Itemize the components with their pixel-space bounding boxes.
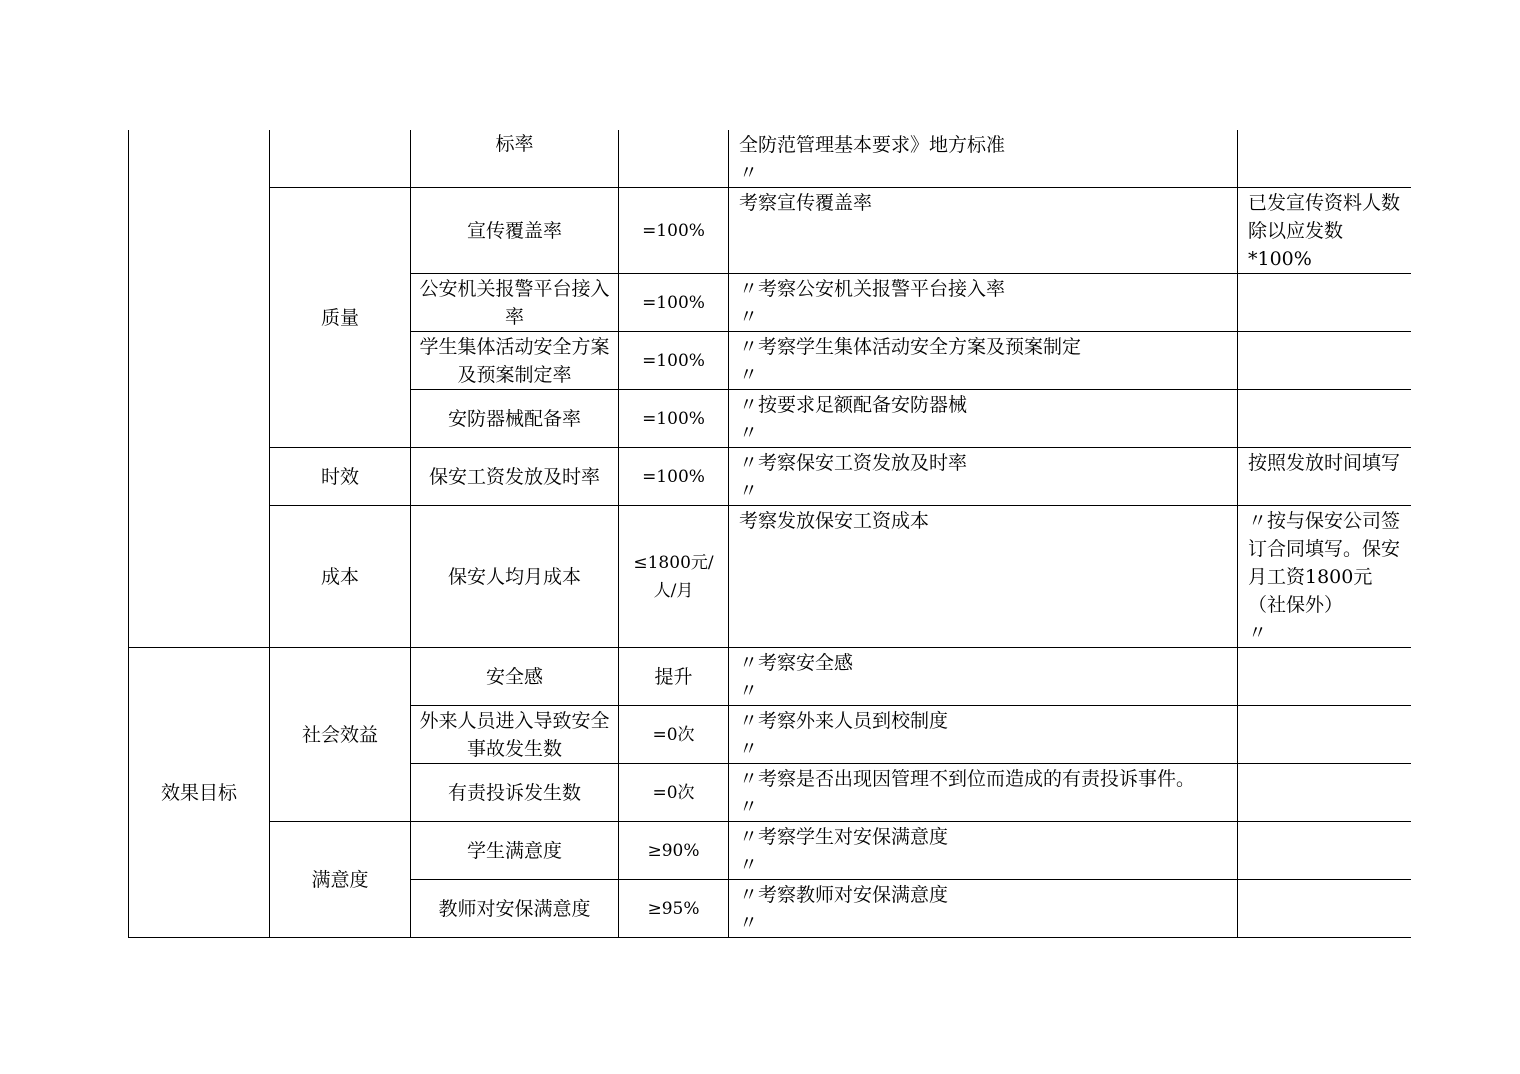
value-cell xyxy=(619,130,729,188)
note-cell xyxy=(1238,648,1411,706)
indicator-cell: 学生满意度 xyxy=(411,822,619,880)
desc-text: 全防范管理基本要求》地方标准 xyxy=(739,134,1006,156)
note-cell xyxy=(1238,332,1411,390)
desc-text: 〃考察外来人员到校制度 xyxy=(739,710,949,732)
note-cell xyxy=(1238,764,1411,822)
desc-cell xyxy=(729,448,1238,506)
desc-text: 考察发放保安工资成本 xyxy=(739,510,930,532)
desc-cell xyxy=(729,274,1238,332)
note-cell xyxy=(1238,822,1411,880)
desc-cell xyxy=(729,390,1238,448)
ditto-mark: 〃 xyxy=(739,912,759,934)
note-cell xyxy=(1238,274,1411,332)
value-cell: =100% xyxy=(619,274,729,332)
ditto-mark: 〃 xyxy=(739,680,759,702)
value-cell: ≥90% xyxy=(619,822,729,880)
ditto-mark: 〃 xyxy=(739,796,759,818)
desc-cell xyxy=(729,822,1238,880)
ditto-mark: 〃 xyxy=(739,738,759,760)
indicator-cell: 标率 xyxy=(411,130,619,188)
indicator-cell: 保安工资发放及时率 xyxy=(411,448,619,506)
indicator-cell: 公安机关报警平台接入率 xyxy=(411,274,619,332)
category-cell: 社会效益 xyxy=(270,648,411,822)
desc-cell xyxy=(729,332,1238,390)
desc-cell xyxy=(729,764,1238,822)
value-cell: ≥95% xyxy=(619,880,729,938)
desc-text: 〃考察是否出现因管理不到位而造成的有责投诉事件。 xyxy=(739,768,1196,790)
indicator-cell: 学生集体活动安全方案及预案制定率 xyxy=(411,332,619,390)
indicator-cell: 保安人均月成本 xyxy=(411,506,619,648)
group-cell-empty xyxy=(129,130,270,648)
desc-text: 〃考察安全感 xyxy=(739,652,854,674)
indicator-cell: 安防器械配备率 xyxy=(411,390,619,448)
ditto-mark: 〃 xyxy=(739,364,759,386)
note-cell xyxy=(1238,506,1411,648)
value-cell: =0次 xyxy=(619,764,729,822)
table-row xyxy=(129,506,1411,648)
indicator-cell: 有责投诉发生数 xyxy=(411,764,619,822)
desc-text: 〃考察公安机关报警平台接入率 xyxy=(739,278,1006,300)
table-row xyxy=(129,822,1411,880)
desc-cell xyxy=(729,706,1238,764)
category-cell: 时效 xyxy=(270,448,411,506)
note-cell xyxy=(1238,880,1411,938)
ditto-mark: 〃 xyxy=(739,306,759,328)
note-cell xyxy=(1238,130,1411,188)
value-cell: 提升 xyxy=(619,648,729,706)
note-cell: 按照发放时间填写 xyxy=(1238,448,1411,506)
indicator-cell: 宣传覆盖率 xyxy=(411,188,619,274)
ditto-mark: 〃 xyxy=(739,162,759,184)
desc-cell xyxy=(729,130,1238,188)
desc-text: 考察宣传覆盖率 xyxy=(739,192,873,214)
table-row xyxy=(129,648,1411,706)
note-text: 〃按与保安公司签订合同填写。保安月工资1800元（社保外） xyxy=(1248,510,1401,616)
performance-indicator-table xyxy=(128,130,1411,938)
table-row xyxy=(129,130,1411,188)
value-cell: =100% xyxy=(619,332,729,390)
category-cell: 质量 xyxy=(270,188,411,448)
desc-text: 〃考察教师对安保满意度 xyxy=(739,884,949,906)
ditto-mark: 〃 xyxy=(739,854,759,876)
desc-text: 〃按要求足额配备安防器械 xyxy=(739,394,968,416)
group-cell: 效果目标 xyxy=(129,648,270,938)
table-row xyxy=(129,188,1411,274)
category-cell: 成本 xyxy=(270,506,411,648)
ditto-mark: 〃 xyxy=(739,422,759,444)
category-cell-empty xyxy=(270,130,411,188)
note-cell xyxy=(1238,390,1411,448)
value-cell: =100% xyxy=(619,390,729,448)
value-cell: =100% xyxy=(619,448,729,506)
ditto-mark: 〃 xyxy=(739,480,759,502)
indicator-cell: 外来人员进入导致安全事故发生数 xyxy=(411,706,619,764)
indicator-cell: 安全感 xyxy=(411,648,619,706)
value-cell: ≤1800元/人/月 xyxy=(619,506,729,648)
table-row xyxy=(129,448,1411,506)
desc-text: 〃考察学生对安保满意度 xyxy=(739,826,949,848)
desc-cell xyxy=(729,506,1238,648)
desc-cell xyxy=(729,188,1238,274)
value-cell: =100% xyxy=(619,188,729,274)
desc-cell xyxy=(729,880,1238,938)
desc-text: 〃考察学生集体活动安全方案及预案制定 xyxy=(739,336,1082,358)
note-cell: 已发宣传资料人数除以应发数*100% xyxy=(1238,188,1411,274)
desc-text: 〃考察保安工资发放及时率 xyxy=(739,452,968,474)
desc-cell xyxy=(729,648,1238,706)
category-cell: 满意度 xyxy=(270,822,411,938)
value-cell: =0次 xyxy=(619,706,729,764)
note-cell xyxy=(1238,706,1411,764)
indicator-cell: 教师对安保满意度 xyxy=(411,880,619,938)
ditto-mark: 〃 xyxy=(1248,622,1268,644)
